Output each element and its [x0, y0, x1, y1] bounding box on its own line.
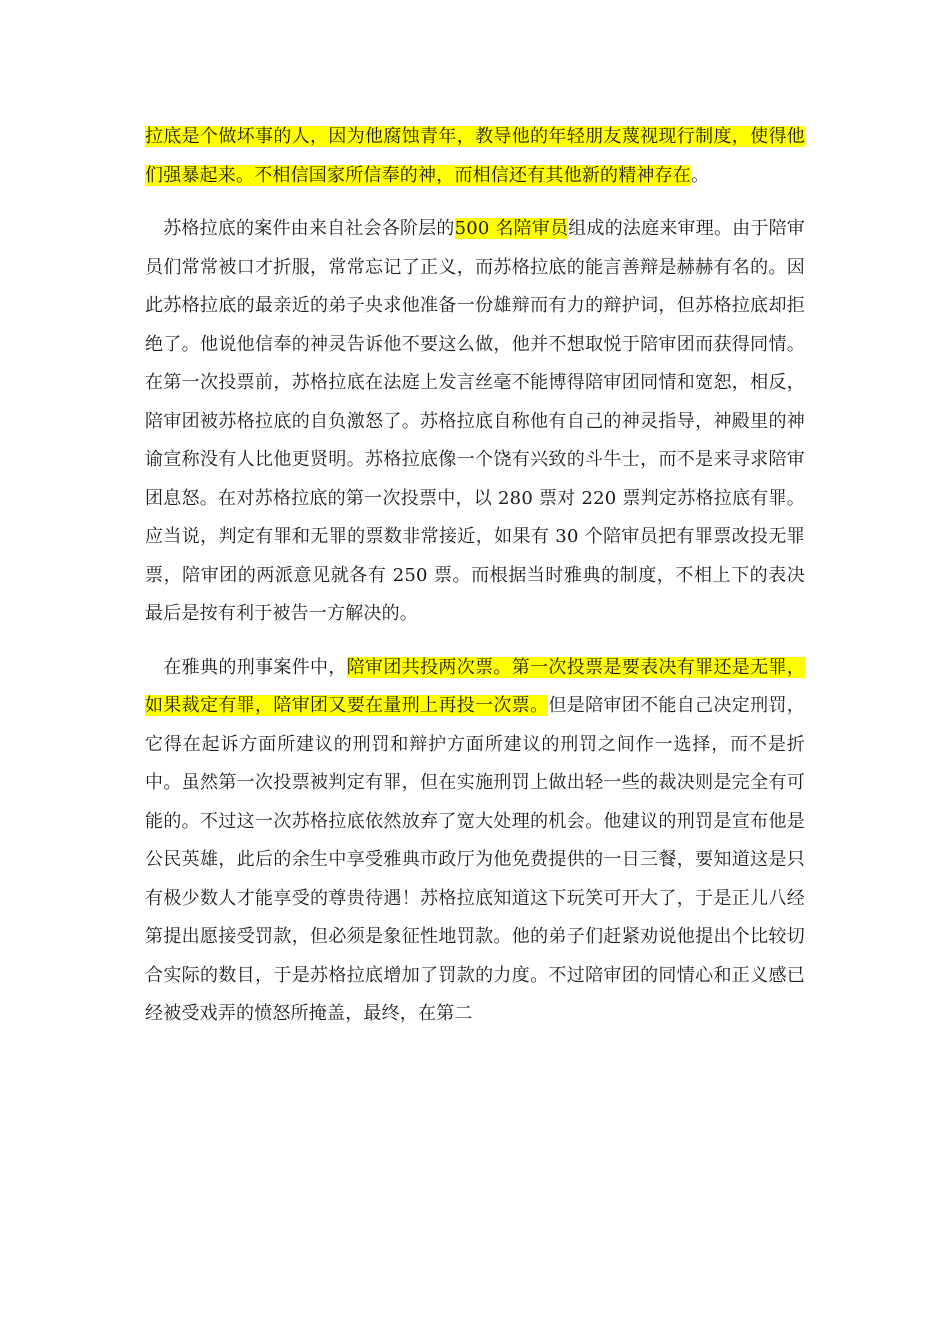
body-text: 在雅典的刑事案件中， — [163, 656, 347, 678]
paragraph-2 — [145, 210, 805, 634]
body-text: 但是陪审团不能自己决定刑罚，它得在起诉方面所建议的刑罚和辩护方面所建议的刑罚之间作一选择，而不是折中。虽然第一次投票被判定有罪，但在实施刑罚上做出轻一些的裁决则是完全有可能的。不过这一次苏格拉底依然放弃了宽大处理的机会。他建议的刑罚是宣布他是公民英雄，此后的余生中享受雅典市政厅为他免费提供的一日三餐，要知道这是只有极少数人才能享受的尊贵待遇！苏格拉底知道这下玩笑可开大了，于是正儿八经第提出愿接受罚款，但必须是象征性地罚款。他的弟子们赶紧劝说他提出个比较切合实际的数目，于是苏格拉底增加了罚款的力度。不过陪审团的同情心和正义感已经被受戏弄的愤怒所掩盖，最终，在第二 — [145, 695, 805, 1024]
highlighted-text: 拉底是个做坏事的人，因为他腐蚀青年，教导他的年轻朋友蔑视现行制度，使得他们强暴起来。不相信国家所信奉的神，而相信还有其他新的精神存在 — [145, 126, 805, 186]
body-text: 苏格拉底的案件由来自社会各阶层的 — [163, 218, 455, 239]
highlighted-text: 500 名陪审员 — [454, 218, 569, 239]
paragraph-3 — [145, 649, 805, 1034]
body-text: 。 — [691, 164, 710, 186]
paragraph-1 — [145, 118, 805, 195]
highlighted-text: 陪审团共投两次票。第一次投票是要表决有罪还是无罪，如果裁定有罪，陪审团又要在量刑上再投一次票。 — [145, 656, 806, 716]
body-text: 组成的法庭来审理。由于陪审员们常常被口才折服，常常忘记了正义，而苏格拉底的能言善辩是赫赫有名的。因此苏格拉底的最亲近的弟子央求他准备一份雄辩而有力的辩护词，但苏格拉底却拒绝了。他说他信奉的神灵告诉他不要这么做，他并不想取悦于陪审团而获得同情。在第一次投票前，苏格拉底在法庭上发言丝毫不能博得陪审团同情和宽恕，相反，陪审团被苏格拉底的自负激怒了。苏格拉底自称他有自己的神灵指导，神殿里的神谕宣称没有人比他更贤明。苏格拉底像一个饶有兴致的斗牛士，而不是来寻求陪审团息怒。在对苏格拉底的第一次投票中，以 280 票对 220 票判定苏格拉底有罪。应当说，判定有罪和无罪的票数非常接近，如果有 30 个陪审员把有罪票改投无罪票，陪审团的两派意见就各有 250 票。而根据当时雅典的制度，不相上下的表决最后是按有利于被告一方解决的。 — [145, 218, 806, 624]
document-body — [145, 118, 805, 1034]
